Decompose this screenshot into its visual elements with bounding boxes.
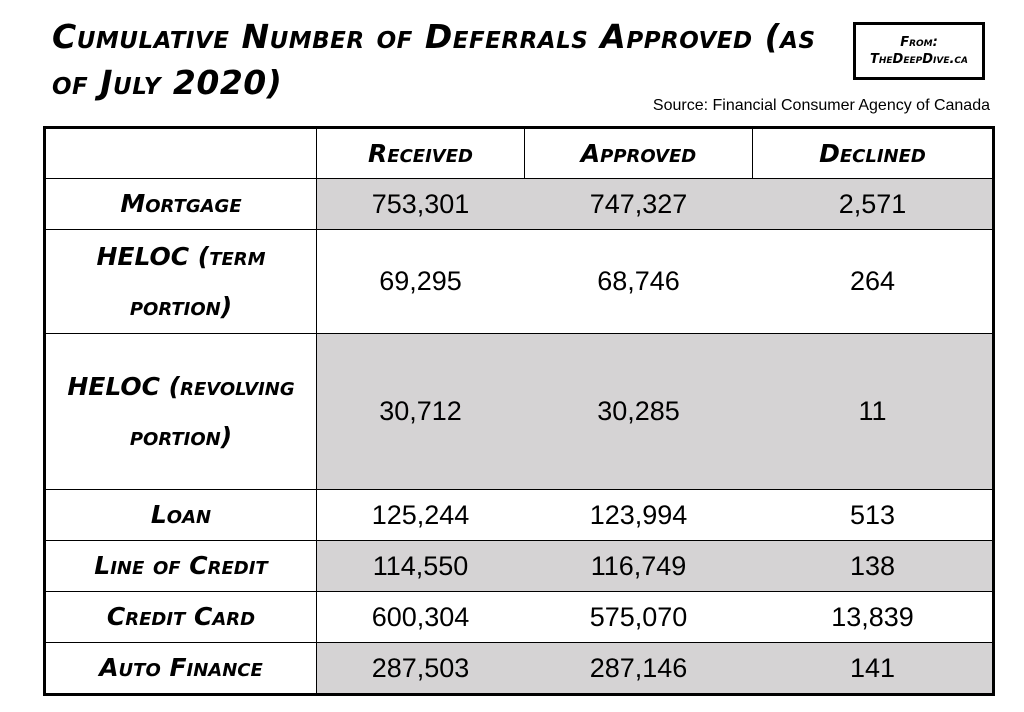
cell-declined: 513	[753, 490, 994, 541]
chart-title: Cumulative Number of Deferrals Approved (as of July 2020)	[52, 17, 816, 102]
cell-declined: 141	[753, 643, 994, 695]
column-header-declined: Declined	[753, 128, 994, 179]
row-label: HELOC (revolving portion)	[45, 334, 317, 490]
cell-approved: 747,327	[525, 179, 753, 230]
cell-declined: 2,571	[753, 179, 994, 230]
cell-approved: 68,746	[525, 230, 753, 334]
column-header-blank	[45, 128, 317, 179]
table-row	[45, 334, 994, 490]
cell-received: 30,712	[317, 334, 525, 490]
cell-received: 69,295	[317, 230, 525, 334]
cell-received: 125,244	[317, 490, 525, 541]
cell-approved: 116,749	[525, 541, 753, 592]
cell-approved: 575,070	[525, 592, 753, 643]
cell-declined: 138	[753, 541, 994, 592]
cell-declined: 13,839	[753, 592, 994, 643]
header-row	[45, 128, 994, 179]
row-label: Loan	[45, 490, 317, 541]
cell-declined: 264	[753, 230, 994, 334]
row-label: Auto Finance	[45, 643, 317, 695]
row-label: HELOC (term portion)	[45, 230, 317, 334]
table-body	[45, 179, 994, 695]
table-row	[45, 592, 994, 643]
cell-approved: 287,146	[525, 643, 753, 695]
cell-received: 287,503	[317, 643, 525, 695]
table-row	[45, 179, 994, 230]
row-label: Mortgage	[45, 179, 317, 230]
row-label: Line of Credit	[45, 541, 317, 592]
table-row	[45, 643, 994, 695]
brand-badge	[853, 22, 985, 80]
brand-site-label: TheDeepDive.ca	[870, 52, 968, 67]
table-row	[45, 490, 994, 541]
brand-from-label: From:	[900, 35, 938, 50]
cell-approved: 123,994	[525, 490, 753, 541]
deferrals-table	[43, 126, 995, 696]
table-row	[45, 230, 994, 334]
cell-declined: 11	[753, 334, 994, 490]
row-label: Credit Card	[45, 592, 317, 643]
cell-received: 600,304	[317, 592, 525, 643]
source-note: Source: Financial Consumer Agency of Canada	[652, 97, 990, 114]
column-header-approved: Approved	[525, 128, 753, 179]
table-row	[45, 541, 994, 592]
column-header-received: Received	[317, 128, 525, 179]
cell-approved: 30,285	[525, 334, 753, 490]
cell-received: 753,301	[317, 179, 525, 230]
cell-received: 114,550	[317, 541, 525, 592]
